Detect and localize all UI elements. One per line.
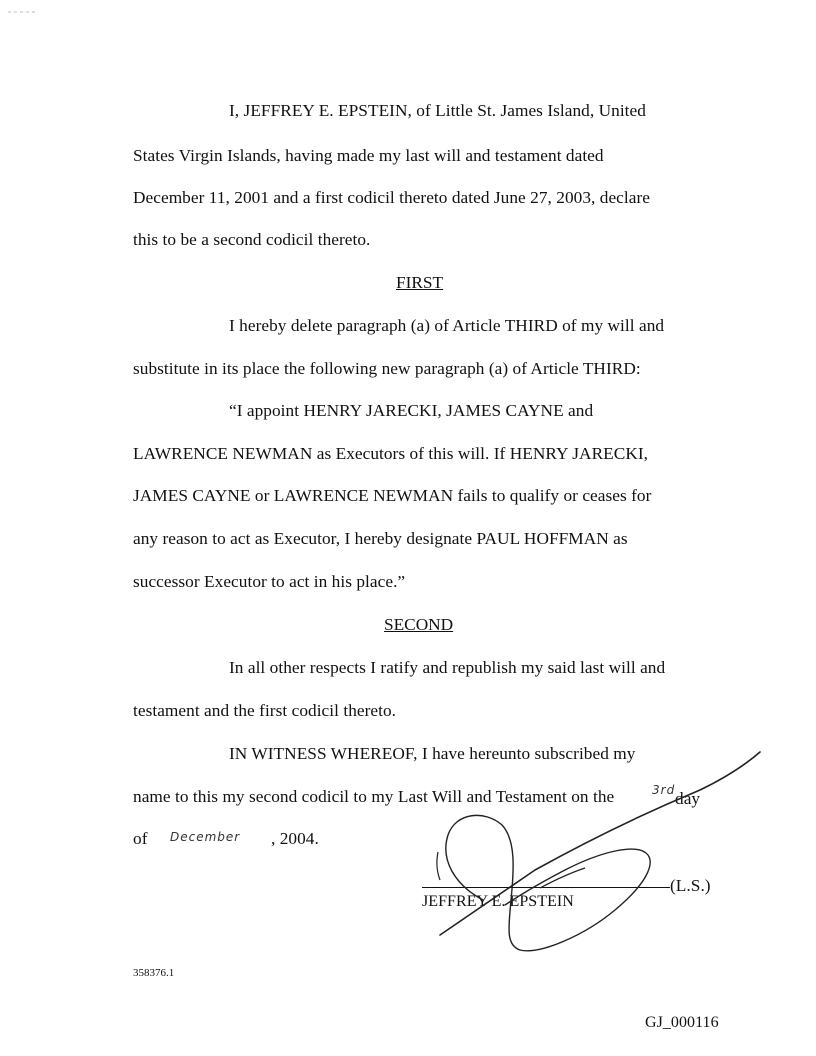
witness-line2: name to this my second codicil to my Last Will and Testament on the — [133, 787, 615, 806]
handwritten-day: 3rd — [652, 783, 676, 797]
of-word: of — [133, 829, 148, 848]
handwritten-month: December — [170, 830, 241, 844]
para3-line5: successor Executor to act in his place.” — [133, 572, 406, 591]
day-word: day — [675, 789, 701, 808]
para1-line4: this to be a second codicil thereto. — [133, 230, 371, 249]
document-number: 358376.1 — [133, 967, 175, 979]
witness-line1: IN WITNESS WHEREOF, I have hereunto subscribed my — [229, 744, 636, 763]
para3-line3: JAMES CAYNE or LAWRENCE NEWMAN fails to qualify or ceases for — [133, 486, 652, 505]
para3-line2: LAWRENCE NEWMAN as Executors of this will. If HENRY JARECKI, — [133, 444, 649, 463]
para2-line2: substitute in its place the following new paragraph (a) of Article THIRD: — [133, 359, 641, 378]
para3-line1: “I appoint HENRY JARECKI, JAMES CAYNE and — [229, 401, 594, 420]
para1-line2: States Virgin Islands, having made my last will and testament dated — [133, 146, 604, 165]
para1-line1: I, JEFFREY E. EPSTEIN, of Little St. James Island, United — [229, 101, 646, 120]
seal-label: (L.S.) — [670, 876, 711, 895]
year-text: , 2004. — [271, 829, 319, 848]
para1-line3: December 11, 2001 and a first codicil thereto dated June 27, 2003, declare — [133, 188, 650, 207]
signatory-name: JEFFREY E. EPSTEIN — [422, 893, 574, 910]
para3-line4: any reason to act as Executor, I hereby designate PAUL HOFFMAN as — [133, 529, 628, 548]
bates-number: GJ_000116 — [645, 1014, 719, 1031]
para4-line1: In all other respects I ratify and republish my said last will and — [229, 658, 666, 677]
para2-line1: I hereby delete paragraph (a) of Article THIRD of my will and — [229, 316, 665, 335]
para4-line2: testament and the first codicil thereto. — [133, 701, 397, 720]
heading-second: SECOND — [384, 615, 454, 634]
heading-first: FIRST — [396, 273, 444, 292]
